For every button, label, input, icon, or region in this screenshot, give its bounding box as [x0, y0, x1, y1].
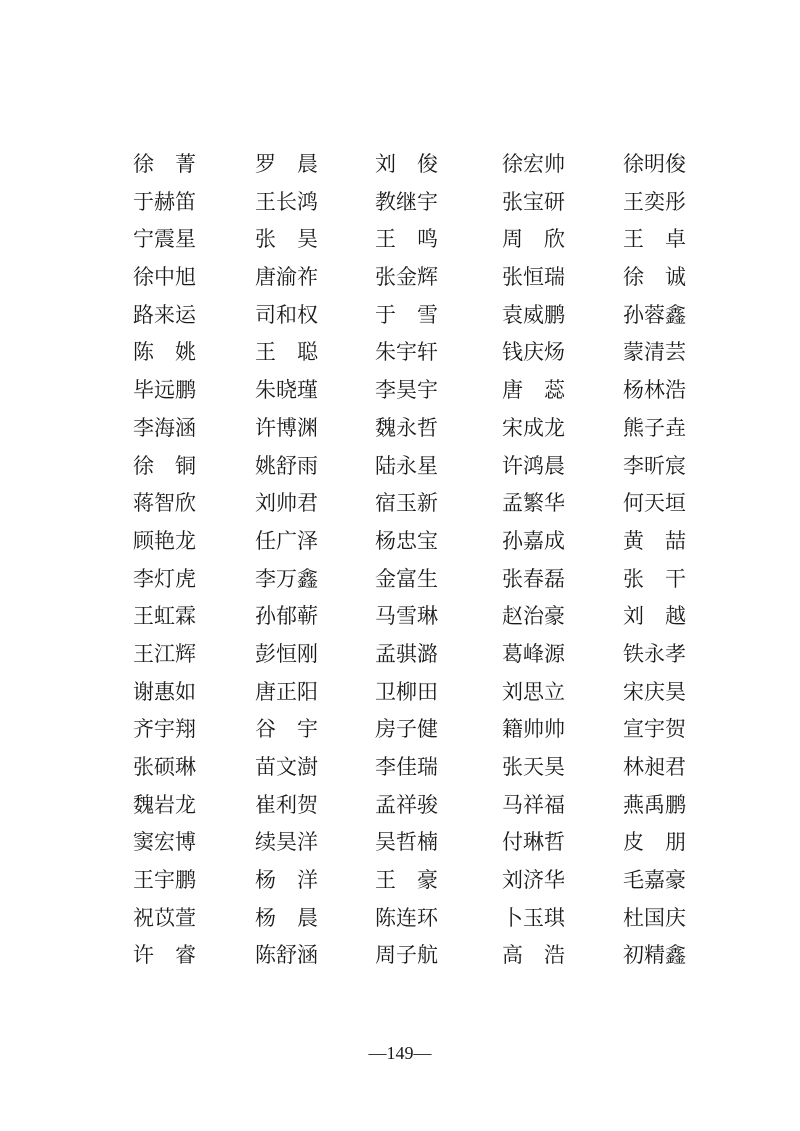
name-cell: 徐 中 旭: [133, 265, 196, 290]
name-cell: 李 灯 虎: [133, 566, 196, 591]
name-cell: 孙 嘉 成: [502, 528, 565, 553]
name-cell: 于 雪: [375, 302, 438, 327]
name-cell: 付 琳 哲: [502, 830, 565, 855]
name-cell: 朱 晓 瑾: [255, 378, 318, 403]
name-cell: 燕 禹 鹏: [623, 792, 686, 817]
name-cell: 宁 震 星: [133, 227, 196, 252]
name-cell: 张 硕 琳: [133, 755, 196, 779]
name-cell: 王 奕 彤: [623, 189, 686, 214]
name-cell: 葛 峰 源: [502, 641, 565, 666]
name-cell: 马 雪 琳: [375, 604, 438, 629]
name-cell: 宣 宇 贺: [623, 717, 686, 742]
name-cell: 杜 国 庆: [623, 905, 686, 930]
name-cell: 皮 朋: [623, 830, 686, 855]
name-cell: 刘 越: [623, 604, 686, 629]
name-cell: 孙 郁 蕲: [255, 604, 318, 629]
name-cell: 王 江 辉: [133, 641, 196, 666]
name-cell: 周 欣: [502, 227, 565, 252]
name-cell: 张 春 磊: [502, 566, 565, 591]
name-cell: 刘 济 华: [502, 868, 565, 893]
name-cell: 路 来 运: [133, 302, 196, 327]
name-cell: 蒋 智 欣: [133, 491, 196, 516]
name-cell: 黄 喆: [623, 528, 686, 553]
name-cell: 李 昊 宇: [375, 378, 438, 403]
name-cell: 魏 岩 龙: [133, 792, 196, 817]
name-cell: 窦 宏 博: [133, 830, 196, 855]
name-cell: 刘 帅 君: [255, 491, 318, 516]
name-cell: 许 睿: [133, 943, 196, 968]
name-cell: 张 天 昊: [502, 755, 565, 779]
name-cell: 高 浩: [502, 943, 565, 968]
name-cell: 陆 永 星: [375, 453, 438, 478]
name-cell: 宋 庆 昊: [623, 679, 686, 704]
name-cell: 王 长 鸿: [255, 189, 318, 214]
name-cell: 蒙 清 芸: [623, 340, 686, 365]
name-cell: 李 昕 宸: [623, 453, 686, 478]
name-cell: 魏 永 哲: [375, 415, 438, 440]
name-cell: 张 金 辉: [375, 265, 438, 290]
name-cell: 卫 柳 田: [375, 679, 438, 704]
name-cell: 徐 铜: [133, 453, 196, 478]
name-cell: 毛 嘉 豪: [623, 868, 686, 893]
name-cell: 许 鸿 晨: [502, 453, 565, 478]
name-cell: 陈 连 环: [375, 905, 438, 930]
name-cell: 彭 恒 刚: [255, 641, 318, 666]
name-cell: 籍 帅 帅: [502, 717, 565, 742]
name-cell: 苗 文 澍: [255, 755, 318, 779]
name-cell: 刘 俊: [375, 152, 438, 176]
name-cell: 吴 哲 楠: [375, 830, 438, 855]
name-cell: 姚 舒 雨: [255, 453, 318, 478]
name-cell: 张 恒 瑞: [502, 265, 565, 290]
name-cell: 林 昶 君: [623, 755, 686, 779]
name-cell: 续 昊 洋: [255, 830, 318, 855]
name-cell: 袁 威 鹏: [502, 302, 565, 327]
name-cell: 唐 渝 祚: [255, 265, 318, 290]
name-cell: 司 和 权: [255, 302, 318, 327]
name-cell: 徐 菁: [133, 152, 196, 176]
name-cell: 唐 蕊: [502, 378, 565, 403]
name-cell: 赵 治 豪: [502, 604, 565, 629]
name-cell: 李 海 涵: [133, 415, 196, 440]
name-cell: 徐 诚: [623, 265, 686, 290]
name-cell: 罗 晨: [255, 152, 318, 176]
name-cell: 孟 骐 潞: [375, 641, 438, 666]
name-cell: 宿 玉 新: [375, 491, 438, 516]
name-cell: 王 鸣: [375, 227, 438, 252]
name-cell: 谷 宇: [255, 717, 318, 742]
name-cell: 朱 宇 轩: [375, 340, 438, 365]
name-cell: 钱 庆 炀: [502, 340, 565, 365]
name-cell: 张 宝 研: [502, 189, 565, 214]
name-cell: 王 宇 鹏: [133, 868, 196, 893]
name-cell: 王 虹 霖: [133, 604, 196, 629]
name-cell: 铁 永 孝: [623, 641, 686, 666]
name-cell: 王 聪: [255, 340, 318, 365]
name-cell: 徐 宏 帅: [502, 152, 565, 176]
name-cell: 张 昊: [255, 227, 318, 252]
name-cell: 顾 艳 龙: [133, 528, 196, 553]
name-cell: 陈 舒 涵: [255, 943, 318, 968]
name-cell: 孙 蓉 鑫: [623, 302, 686, 327]
name-cell: 许 博 渊: [255, 415, 318, 440]
name-cell: 金 富 生: [375, 566, 438, 591]
name-cell: 初 精 鑫: [623, 943, 686, 968]
name-cell: 杨 洋: [255, 868, 318, 893]
name-cell: 任 广 泽: [255, 528, 318, 553]
name-cell: 房 子 健: [375, 717, 438, 742]
name-cell: 孟 祥 骏: [375, 792, 438, 817]
page-number: —149—: [368, 1043, 432, 1063]
name-cell: 陈 姚: [133, 340, 196, 365]
name-cell: 杨 林 浩: [623, 378, 686, 403]
name-cell: 熊 子 垚: [623, 415, 686, 440]
name-cell: 孟 繁 华: [502, 491, 565, 516]
name-cell: 张 干: [623, 566, 686, 591]
name-cell: 卜 玉 琪: [502, 905, 565, 930]
name-cell: 杨 忠 宝: [375, 528, 438, 553]
name-cell: 杨 晨: [255, 905, 318, 930]
name-cell: 王 卓: [623, 227, 686, 252]
name-cell: 教 继 宇: [375, 189, 438, 214]
name-cell: 宋 成 龙: [502, 415, 565, 440]
name-cell: 毕 远 鹏: [133, 378, 196, 403]
name-cell: 马 祥 福: [502, 792, 565, 817]
name-cell: 祝 苡 萱: [133, 905, 196, 930]
name-cell: 刘 思 立: [502, 679, 565, 704]
name-cell: 唐 正 阳: [255, 679, 318, 704]
name-cell: 周 子 航: [375, 943, 438, 968]
name-cell: 王 豪: [375, 868, 438, 893]
name-cell: 崔 利 贺: [255, 792, 318, 817]
name-cell: 李 佳 瑞: [375, 755, 438, 779]
name-cell: 于 赫 笛: [133, 189, 196, 214]
name-cell: 何 天 垣: [623, 491, 686, 516]
name-list-grid: [133, 146, 693, 975]
name-cell: 徐 明 俊: [623, 152, 686, 176]
name-cell: 谢 惠 如: [133, 679, 196, 704]
name-cell: 李 万 鑫: [255, 566, 318, 591]
name-cell: 齐 宇 翔: [133, 717, 196, 742]
